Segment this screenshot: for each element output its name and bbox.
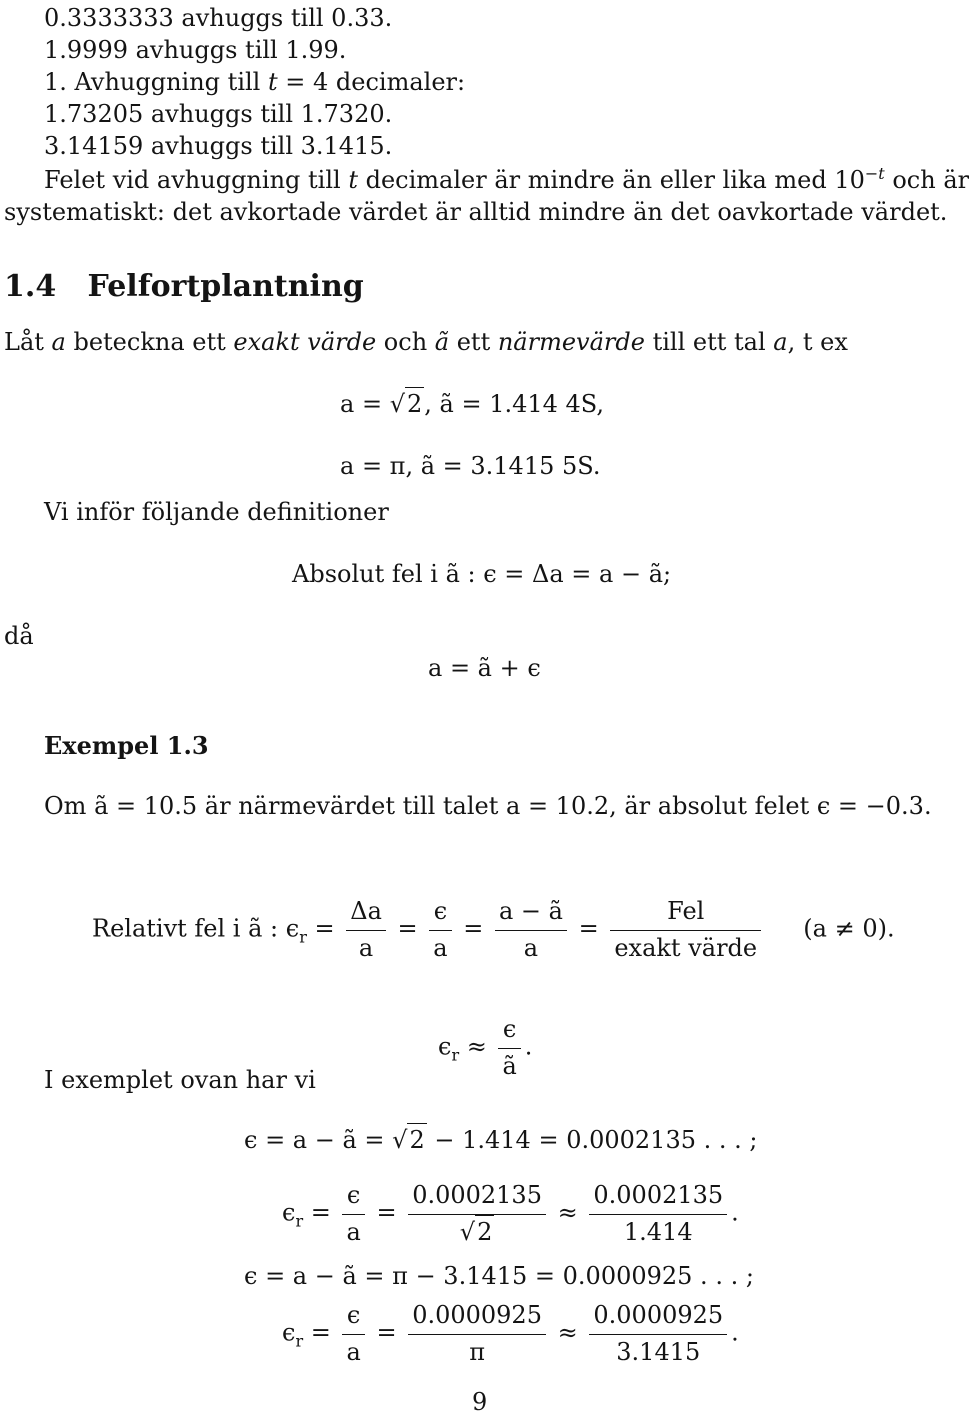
equals: = [397,914,426,943]
equation-a-equals: a = ã + ϵ [428,654,541,682]
numerator: 0.0000925 [589,1302,727,1335]
fraction [342,1302,364,1366]
numerator: Δa [346,898,386,931]
section-heading [4,269,364,304]
denominator: a [433,933,448,962]
epsilon: ϵ [438,1032,452,1061]
equals: = [376,1318,405,1347]
denominator: a [346,1337,361,1366]
calc-epsr-sqrt2 [282,1182,739,1246]
numerator: ϵ [342,1302,364,1335]
equals: = [463,914,491,943]
denominator: 3.1415 [616,1337,701,1366]
fraction [589,1302,727,1366]
fraction [429,898,451,962]
denominator: ã [502,1051,517,1080]
text: beteckna ett [65,328,234,356]
exponent: −t [864,164,885,183]
text: = 4 decimaler: [277,68,466,96]
calc-eps-sqrt2 [244,1128,757,1152]
text: , t ex [787,328,848,356]
sqrt: √2 [460,1219,495,1247]
fraction [346,898,386,962]
fraction [408,1182,546,1246]
intro-paragraph [4,330,848,354]
numerator: a − ã [495,898,567,931]
radicand: 2 [475,1215,494,1246]
section-number: 1.4 [4,269,57,304]
numerator: Fel [610,898,761,931]
var-a: a [773,328,788,356]
line-truncation-rule [44,70,465,94]
section-title: Felfortplantning [87,269,364,304]
denominator: 1.414 [623,1217,693,1246]
fraction [408,1302,546,1366]
var-a-tilde: ã [434,328,450,356]
text: Relativt fel i ã : ϵ [92,914,300,943]
denominator: exakt värde [614,933,758,962]
equals: = [578,914,607,943]
fraction [495,898,567,962]
numerator: ϵ [429,898,451,931]
period: . [524,1032,533,1061]
period: . [731,1198,739,1227]
text: och är [884,166,969,194]
denominator: π [469,1337,485,1366]
equation-pi: a = π, ã = 3.1415 5S. [340,452,601,480]
relative-error-definition [92,898,895,962]
text: 1. Avhuggning till [44,68,268,96]
fraction [342,1182,364,1246]
equals: = [306,914,343,943]
calc-eps-pi: ϵ = a − ã = π − 3.1415 = 0.0000925 . . . ; [244,1262,754,1290]
text: och [376,328,435,356]
text: ett [449,328,498,356]
equation-sqrt2 [340,392,604,416]
example-above-text: I exemplet ovan har vi [44,1066,316,1094]
numerator: 0.0000925 [408,1302,546,1335]
numerator: ϵ [498,1016,520,1049]
radicand: 2 [405,387,424,418]
text: decimaler är mindre än eller lika med 10 [357,166,865,194]
absolute-error-definition: Absolut fel i ã : ϵ = Δa = a − ã; [292,560,672,588]
equals: = [303,1318,339,1347]
page-number: 9 [472,1388,488,1416]
period: . [731,1318,739,1347]
term-exakt-varde: exakt värde [233,328,377,356]
sqrt: √2 [390,392,425,416]
subscript-r: r [451,1045,460,1065]
text: Felet vid avhuggning till [44,166,349,194]
denominator: a [523,933,539,962]
calc-epsr-pi [282,1302,739,1366]
line-truncate-199: 1.9999 avhuggs till 1.99. [44,36,347,64]
line-truncate-17320: 1.73205 avhuggs till 1.7320. [44,100,393,128]
line-truncate-033: 0.3333333 avhuggs till 0.33. [44,4,393,32]
eq-rest: , ã = 1.414 4S, [424,390,605,418]
approx-symbol: ≈ [557,1198,586,1227]
epsilon: ϵ [282,1198,296,1227]
var-t: t [348,166,358,194]
text: − 1.414 = 0.0002135 . . . ; [426,1126,758,1154]
fraction [498,1016,520,1080]
equals: = [376,1198,405,1227]
numerator: 0.0002135 [408,1182,546,1215]
da-word: då [4,622,34,650]
example-text: Om ã = 10.5 är närmevärdet till talet a = 10.2, är absolut felet ϵ = −0.3. [44,792,932,820]
equals: = [303,1198,339,1227]
text: till ett tal [644,328,774,356]
text: ϵ = a − ã = [244,1126,393,1154]
subscript-r: r [295,1331,304,1351]
term-narmevarde: närmevärde [497,328,645,356]
line-systematic: systematiskt: det avkortade värdet är alltid mindre än det oavkortade värdet. [4,198,948,226]
var-t: t [267,68,278,96]
eq-lhs: a = [340,390,390,418]
condition: (a ≠ 0). [803,914,895,943]
fraction [589,1182,727,1246]
definitions-intro: Vi inför följande definitioner [44,498,389,526]
numerator: ϵ [342,1182,364,1215]
var-a: a [51,328,66,356]
line-truncate-31415: 3.14159 avhuggs till 3.1415. [44,132,393,160]
denominator: a [346,1217,361,1246]
approx-symbol: ≈ [557,1318,586,1347]
subscript-r: r [295,1211,304,1231]
radicand: 2 [407,1123,426,1154]
relative-approx [438,1016,532,1080]
subscript-r: r [299,927,307,947]
denominator: a [358,933,374,962]
line-error-bound [44,166,969,192]
denominator [408,1215,546,1247]
sqrt: √2 [392,1128,427,1152]
example-heading: Exempel 1.3 [44,731,209,760]
approx-symbol: ≈ [459,1032,495,1061]
numerator: 0.0002135 [589,1182,727,1215]
text: Låt [4,328,52,356]
epsilon: ϵ [282,1318,296,1347]
fraction [610,898,761,962]
